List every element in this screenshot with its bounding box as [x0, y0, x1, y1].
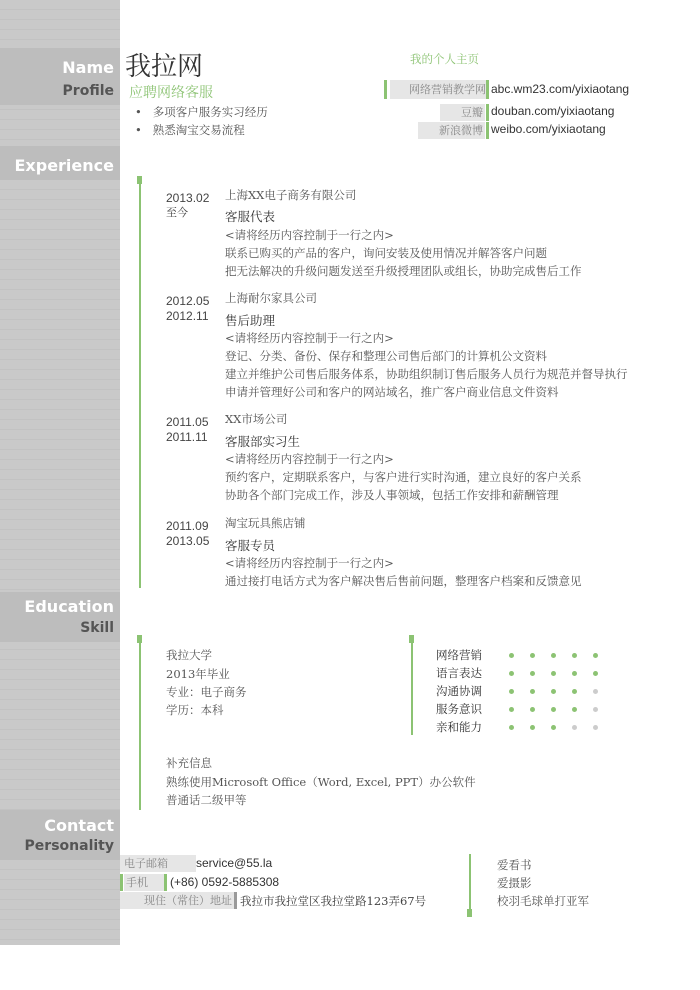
link-weibo[interactable]: weibo.com/yixiaotang [491, 122, 606, 136]
skill-rating-dot [509, 707, 514, 712]
education-timeline [139, 635, 141, 810]
personality-item: 爱看书 [497, 858, 532, 872]
exp-line: 联系已购买的产品的客户，询问安装及使用情况并解答客户问题 [225, 246, 547, 260]
skill-rating-dot [593, 707, 598, 712]
exp-line: <请将经历内容控制于一行之内> [225, 331, 394, 345]
skill-name: 网络营销 [436, 648, 482, 662]
profile-bullet: • 多项客户服务实习经历 [135, 105, 268, 119]
contact-email[interactable]: service@55.la [196, 856, 273, 870]
link-accent [486, 122, 489, 139]
timeline-cap [137, 635, 142, 643]
link-label-douban: 豆瓣 [440, 104, 485, 121]
skill-rating-dot [509, 653, 514, 658]
skill-rating-dot [572, 707, 577, 712]
skill-rating-dot [530, 689, 535, 694]
skill-rating-dot [572, 653, 577, 658]
skill-name: 亲和能力 [436, 720, 482, 734]
skill-rating-dot [551, 653, 556, 658]
skill-rating-dot [530, 707, 535, 712]
link-label-weibo: 新浪微博 [418, 122, 485, 139]
skill-rating-dot [551, 689, 556, 694]
skill-name: 语言表达 [436, 666, 482, 680]
skill-rating-dot [551, 707, 556, 712]
exp-date-start: 2013.02 [166, 191, 210, 205]
experience-timeline [139, 176, 141, 588]
skill-rating-dot [509, 689, 514, 694]
homepage-title: 我的个人主页 [410, 52, 479, 66]
education-line: 专业：电子商务 [166, 685, 247, 699]
exp-line: 登记、分类、备份、保存和整理公司售后部门的计算机公文资料 [225, 349, 547, 363]
exp-date-end: 2011.11 [166, 430, 208, 444]
exp-date-start: 2011.09 [166, 519, 209, 533]
personality-timeline [469, 854, 471, 916]
link-label-wm23: 网络营销教学网 [390, 80, 488, 99]
sidebar-heading-name: Name [62, 58, 114, 77]
link-accent [486, 80, 489, 99]
skill-rating-dot [593, 671, 598, 676]
education-line: 学历：本科 [166, 703, 224, 717]
exp-company: 上海耐尔家具公司 [225, 291, 317, 305]
timeline-cap [467, 909, 472, 917]
link-accent [384, 80, 387, 99]
exp-date-end: 2013.05 [166, 534, 210, 548]
exp-date-start: 2012.05 [166, 294, 210, 308]
link-douban[interactable]: douban.com/yixiaotang [491, 104, 615, 118]
skill-name: 服务意识 [436, 702, 482, 716]
timeline-cap [137, 176, 142, 184]
supplement-line: 熟练使用Microsoft Office（Word, Excel, PPT）办公软件 [166, 775, 476, 789]
education-school: 我拉大学 [166, 648, 212, 662]
skill-rating-dot [593, 653, 598, 658]
personality-item: 爱摄影 [497, 876, 532, 890]
exp-company: XX市场公司 [225, 412, 288, 426]
exp-line: 预约客户，定期联系客户，与客户进行实时沟通，建立良好的客户关系 [225, 470, 582, 484]
candidate-name: 我拉网 [125, 52, 204, 82]
exp-line: 通过接打电话方式为客户解决售后售前问题，整理客户档案和反馈意见 [225, 574, 582, 588]
contact-label-address: 现住（常住）地址 [120, 892, 234, 909]
skill-rating-dot [593, 689, 598, 694]
exp-role: 售后助理 [225, 313, 276, 328]
sidebar-heading-profile: Profile [62, 83, 114, 99]
skill-rating-dot [572, 671, 577, 676]
exp-line: 协助各个部门完成工作，涉及人事领域，包括工作安排和薪酬管理 [225, 488, 559, 502]
job-intent: 应聘网络客服 [129, 85, 213, 101]
sidebar [0, 0, 120, 945]
skill-rating-dot [530, 671, 535, 676]
skill-rating-dot [551, 725, 556, 730]
contact-accent [120, 874, 123, 891]
contact-label-email: 电子邮箱 [120, 855, 196, 872]
exp-line: 把无法解决的升级问题发送至升级授理团队或组长，协助完成售后工作 [225, 264, 582, 278]
exp-date-end: 2012.11 [166, 309, 209, 323]
exp-date-start: 2011.05 [166, 415, 209, 429]
exp-date-end: 至今 [166, 207, 188, 219]
exp-line: <请将经历内容控制于一行之内> [225, 452, 394, 466]
sidebar-heading-contact: Contact [44, 816, 114, 835]
exp-role: 客服代表 [225, 209, 276, 224]
contact-label-phone: 手机 [124, 874, 164, 891]
skill-rating-dot [572, 689, 577, 694]
education-line: 2013年毕业 [166, 667, 230, 681]
exp-company: 淘宝玩具熊店铺 [225, 516, 306, 530]
supplement-line: 普通话二级甲等 [166, 793, 247, 807]
skill-rating-dot [572, 725, 577, 730]
sidebar-heading-experience: Experience [14, 156, 114, 175]
contact-accent [164, 874, 167, 891]
sidebar-heading-personality: Personality [24, 838, 114, 854]
skill-rating-dot [530, 653, 535, 658]
skill-rating-dot [593, 725, 598, 730]
exp-line: 申请并管理好公司和客户的网站域名，推广客户商业信息文件资料 [225, 385, 559, 399]
timeline-cap [409, 635, 414, 643]
link-wm23[interactable]: abc.wm23.com/yixiaotang [491, 82, 630, 96]
contact-address: 我拉市我拉堂区我拉堂路123弄67号 [240, 894, 427, 908]
personality-item: 校羽毛球单打亚军 [497, 894, 589, 908]
profile-bullet: • 熟悉淘宝交易流程 [135, 123, 245, 137]
exp-company: 上海XX电子商务有限公司 [225, 188, 357, 202]
exp-role: 客服专员 [225, 538, 276, 553]
contact-accent [234, 892, 237, 909]
contact-phone[interactable]: (+86) 0592-5885308 [170, 875, 280, 889]
sidebar-heading-skill: Skill [80, 620, 114, 636]
skill-rating-dot [509, 725, 514, 730]
skill-rating-dot [530, 725, 535, 730]
exp-line: <请将经历内容控制于一行之内> [225, 228, 394, 242]
skill-rating-dot [509, 671, 514, 676]
sidebar-heading-education: Education [24, 597, 114, 616]
exp-line: <请将经历内容控制于一行之内> [225, 556, 394, 570]
supplement-title: 补充信息 [166, 756, 212, 770]
exp-line: 建立并维护公司售后服务体系，协助组织制订售后服务人员行为规范并督导执行 [225, 367, 628, 381]
exp-role: 客服部实习生 [225, 434, 301, 449]
skill-name: 沟通协调 [436, 684, 482, 698]
link-accent [486, 104, 489, 121]
skill-rating-dot [551, 671, 556, 676]
skills-timeline [411, 635, 413, 735]
